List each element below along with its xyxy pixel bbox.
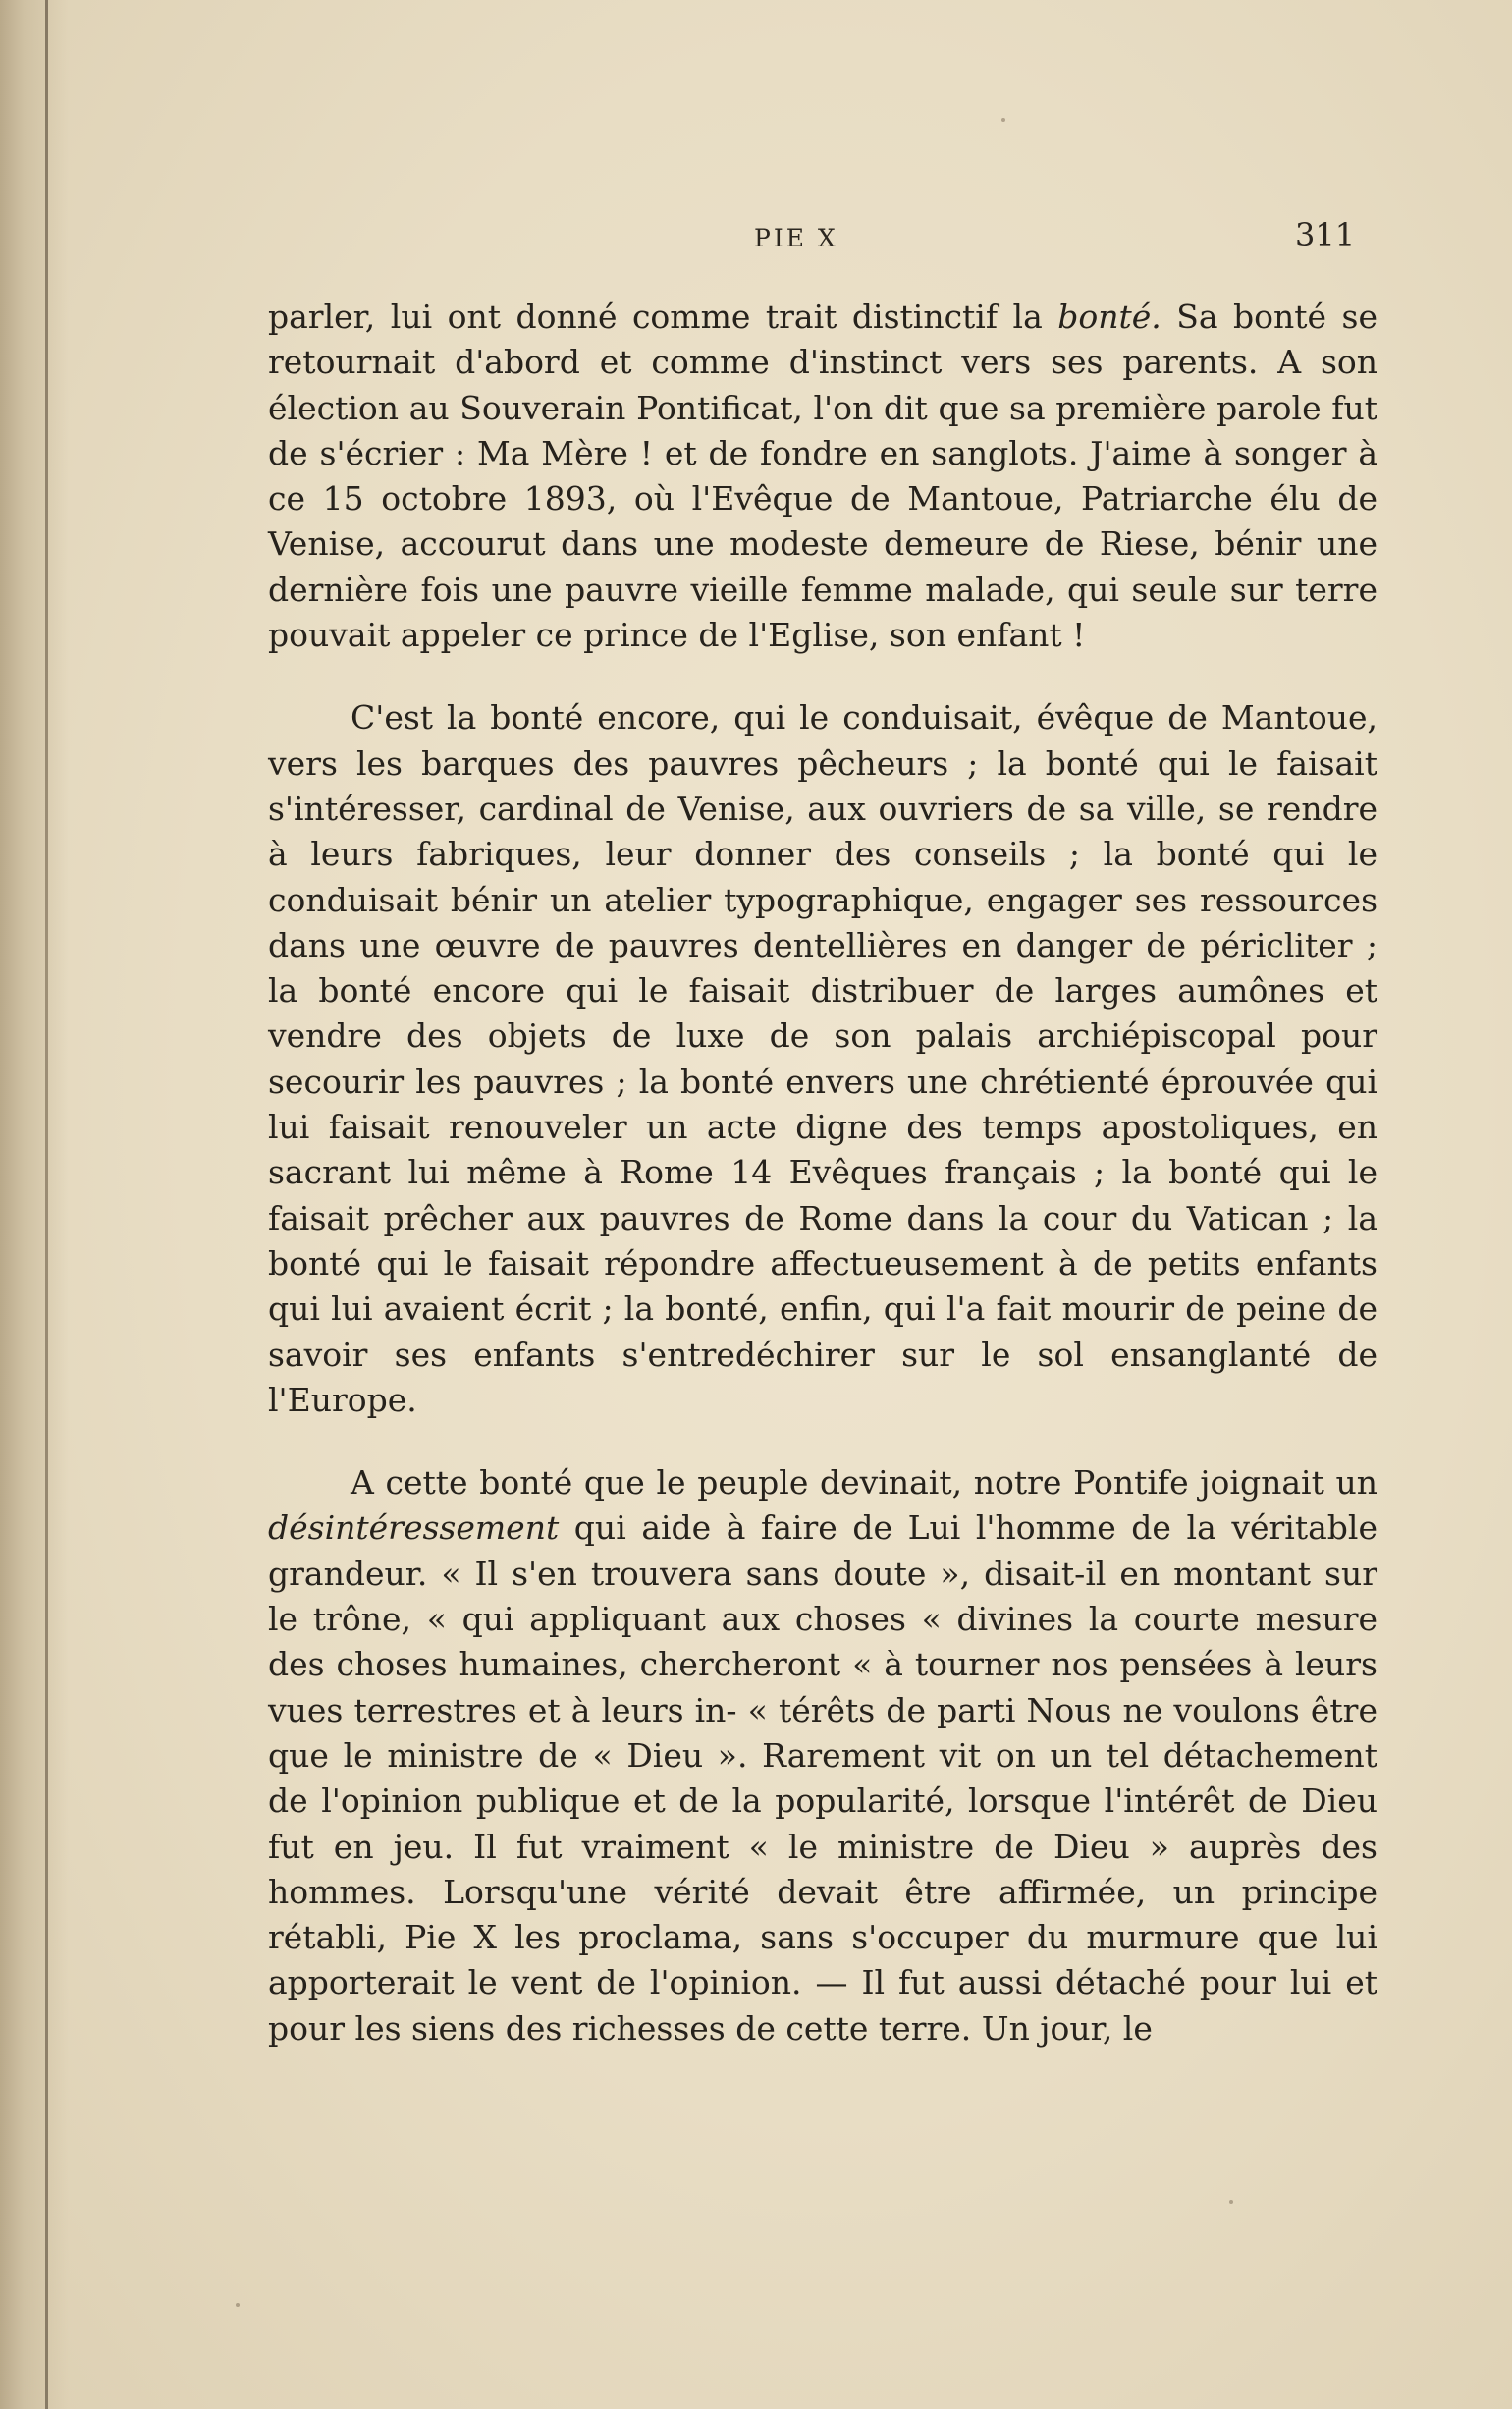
paragraph-1 bbox=[268, 295, 1377, 658]
paragraph-3-italic-desinteressement: désintéressement bbox=[268, 1508, 560, 1548]
body-text bbox=[268, 295, 1377, 2089]
paper-speck bbox=[1001, 118, 1005, 122]
paragraph-3-segment-1: A cette bonté que le peuple devinait, notre Pontife joignait un bbox=[351, 1463, 1377, 1503]
paragraph-3 bbox=[268, 1460, 1377, 2052]
paragraph-3-segment-3: qui aide à faire de Lui l'homme de la véritable grandeur. « Il s'en trouvera sans doute », disait-il en montant sur le trône, « qui appliquant aux choses « divines la courte mesure des choses humaines, chercheront « à tourner nos pensées à leurs vues terrestres et à leurs in- « térêts de parti Nous ne voulons être que le ministre de « Dieu ». Rarement vit on un tel détachement de l'opinion publique et de la popularité, lorsque l'intérêt de Dieu fut en jeu. Il fut vraiment « le ministre de Dieu » auprès des hommes. Lorsqu'une vérité devait être affirmée, un principe rétabli, Pie X les proclama, sans s'occuper du murmure que lui apporterait le vent de l'opinion. — Il fut aussi détaché pour lui et pour les siens des richesses de cette terre. Un jour, le bbox=[268, 1508, 1377, 2048]
paragraph-2-segment-1: C'est la bonté encore, qui le conduisait, évêque de Mantoue, vers les barques des pauvres pêcheurs ; la bonté qui le faisait s'intéresser, cardinal de Venise, aux ouvriers de sa ville, se rendre à leurs fabriques, leur donner des conseils ; la bonté qui le conduisait bénir un atelier typographique, engager ses ressources dans une œuvre de pauvres dentellières en danger de péricliter ; la bonté encore qui le faisait distribuer de larges aumônes et vendre des objets de luxe de son palais archiépiscopal pour secourir les pauvres ; la bonté envers une chrétienté éprouvée qui lui faisait renouveler un acte digne des temps apostoliques, en sacrant lui même à Rome 14 Evêques français ; la bonté qui le faisait prêcher aux pauvres de Rome dans la cour du Vatican ; la bonté qui le faisait répondre affectueusement à de petits enfants qui lui avaient écrit ; la bonté, enfin, qui l'a fait mourir de peine de savoir ses enfants s'entredéchirer sur le sol ensanglanté de l'Europe. bbox=[268, 698, 1377, 1419]
binding-gutter-shadow bbox=[0, 0, 69, 2409]
binding-edge-line bbox=[45, 0, 48, 2409]
paragraph-1-segment-1: parler, lui ont donné comme trait distinctif la bbox=[268, 298, 1058, 336]
paragraph-1-italic-bonte: bonté. bbox=[1057, 298, 1161, 336]
paper-speck bbox=[1229, 2200, 1233, 2204]
paper-speck bbox=[236, 2303, 240, 2307]
page-number: 311 bbox=[1295, 216, 1356, 253]
running-head bbox=[0, 216, 1512, 263]
paragraph-2 bbox=[268, 695, 1377, 1423]
paragraph-1-segment-3: Sa bonté se retournait d'abord et comme d'instinct vers ses parents. A son élection au Souverain Pontificat, l'on dit que sa première parole fut de s'écrier : Ma Mère ! et de fondre en sanglots. J'aime à songer à ce 15 octobre 1893, où l'Evêque de Mantoue, Patriarche élu de Venise, accourut dans une modeste demeure de Riese, bénir une dernière fois une pauvre vieille femme malade, qui seule sur terre pouvait appeler ce prince de l'Eglise, son enfant ! bbox=[268, 298, 1377, 655]
running-title: PIE X bbox=[754, 224, 838, 252]
